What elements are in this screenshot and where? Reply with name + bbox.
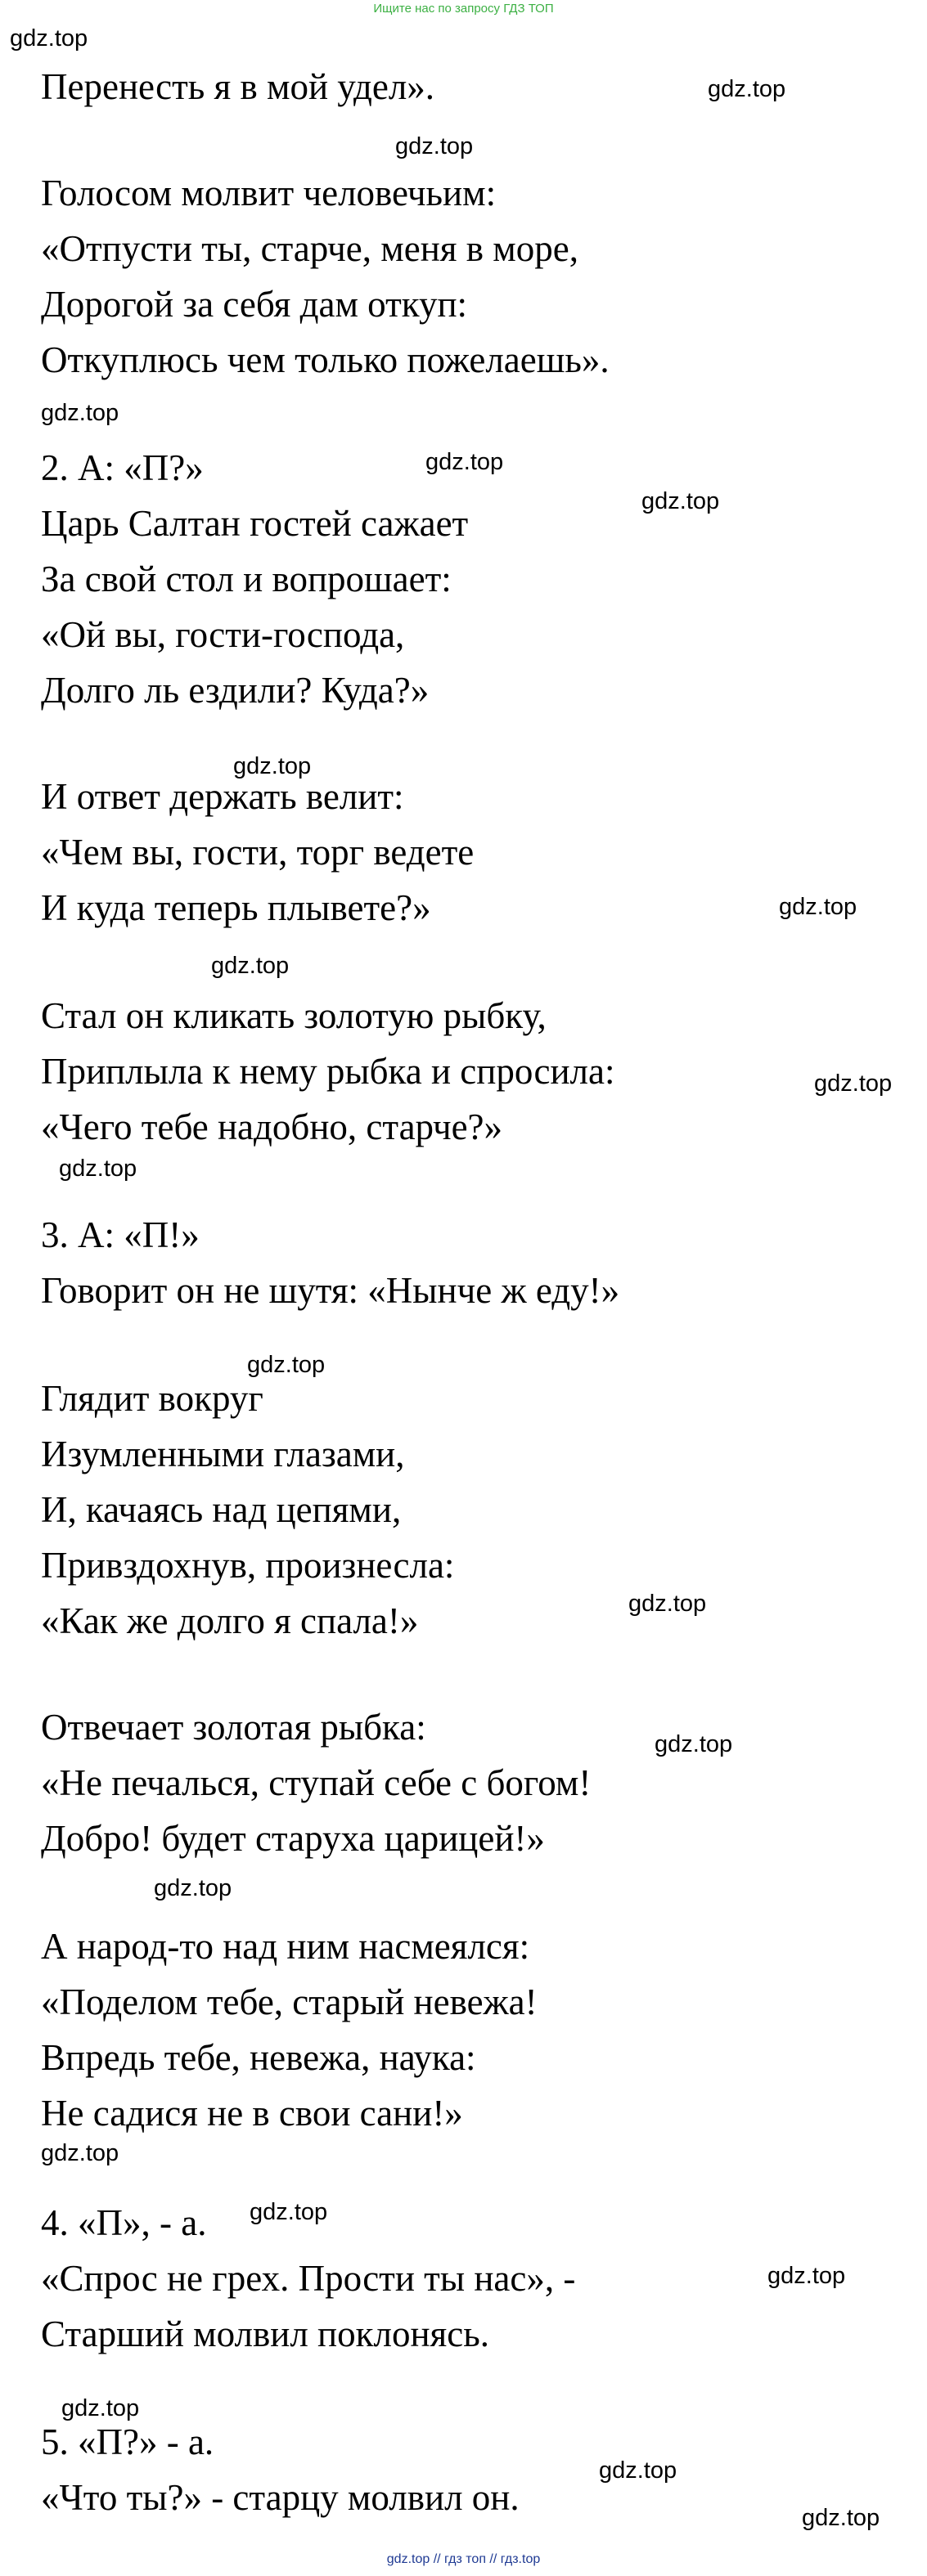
- watermark: gdz.top: [211, 953, 290, 979]
- watermark: gdz.top: [425, 449, 504, 475]
- text-line: И куда теперь плывете?»: [41, 887, 431, 928]
- text-line: Приплыла к нему рыбка и спросила:: [41, 1051, 615, 1092]
- watermark: gdz.top: [814, 1070, 893, 1097]
- footer-watermark: gdz.top // гдз топ // гдз.top: [386, 2552, 541, 2566]
- watermark: gdz.top: [10, 25, 88, 52]
- section-heading: 4. «П», - а.: [41, 2202, 207, 2243]
- text-line: И, качаясь над цепями,: [41, 1489, 402, 1530]
- text-line: «Ой вы, гости-господа,: [41, 614, 405, 655]
- section-heading: 5. «П?» - а.: [41, 2421, 214, 2462]
- watermark: gdz.top: [41, 400, 119, 426]
- text-line: Царь Салтан гостей сажает: [41, 503, 469, 544]
- watermark: gdz.top: [154, 1875, 232, 1901]
- text-line: Впредь тебе, невежа, наука:: [41, 2037, 476, 2078]
- text-line: Старший молвил поклонясь.: [41, 2313, 489, 2354]
- text-line: «Отпусти ты, старче, меня в море,: [41, 228, 578, 269]
- watermark: gdz.top: [41, 2140, 119, 2166]
- text-line: За свой стол и вопрошает:: [41, 559, 452, 599]
- text-line: Не садися не в свои сани!»: [41, 2093, 463, 2134]
- text-line: Откуплюсь чем только пожелаешь».: [41, 339, 610, 380]
- text-line: Дорогой за себя дам откуп:: [41, 284, 468, 325]
- watermark: gdz.top: [599, 2457, 677, 2484]
- section-heading: 3. А: «П!»: [41, 1214, 200, 1255]
- watermark: gdz.top: [779, 894, 857, 920]
- text-line: Перенесть я в мой удел».: [41, 66, 435, 107]
- text-line: «Спрос не грех. Прости ты нас», -: [41, 2258, 576, 2299]
- text-line: Добро! будет старуха царицей!»: [41, 1818, 545, 1859]
- watermark: gdz.top: [641, 488, 720, 514]
- text-line: Стал он кликать золотую рыбку,: [41, 995, 547, 1036]
- section-heading: 2. А: «П?»: [41, 447, 204, 488]
- watermark: gdz.top: [708, 76, 786, 102]
- text-line: Изумленными глазами,: [41, 1434, 405, 1474]
- watermark: gdz.top: [250, 2199, 328, 2225]
- text-line: Привздохнув, произнесла:: [41, 1545, 455, 1586]
- text-line: «Не печалься, ступай себе с богом!: [41, 1762, 592, 1803]
- text-line: Глядит вокруг: [41, 1378, 263, 1419]
- text-line: Говорит он не шутя: «Нынче ж еду!»: [41, 1270, 620, 1311]
- text-line: Голосом молвит человечьим:: [41, 173, 497, 213]
- search-hint-banner[interactable]: Ищите нас по запросу ГДЗ ТОП: [373, 2, 554, 16]
- text-line: «Как же долго я спала!»: [41, 1600, 419, 1641]
- text-line: А народ-то над ним насмеялся:: [41, 1926, 530, 1967]
- watermark: gdz.top: [767, 2263, 846, 2289]
- watermark: gdz.top: [247, 1352, 326, 1378]
- watermark: gdz.top: [628, 1591, 707, 1617]
- text-line: «Чем вы, гости, торг ведете: [41, 832, 475, 873]
- text-line: И ответ держать велит:: [41, 776, 404, 817]
- text-line: «Поделом тебе, старый невежа!: [41, 1981, 538, 2022]
- text-line: Отвечает золотая рыбка:: [41, 1707, 426, 1748]
- text-line: «Что ты?» - старцу молвил он.: [41, 2477, 520, 2518]
- watermark: gdz.top: [802, 2505, 880, 2531]
- text-line: «Чего тебе надобно, старче?»: [41, 1106, 503, 1147]
- watermark: gdz.top: [395, 133, 474, 159]
- watermark: gdz.top: [233, 753, 312, 779]
- text-line: Долго ль ездили? Куда?»: [41, 670, 430, 711]
- watermark: gdz.top: [61, 2395, 140, 2421]
- watermark: gdz.top: [655, 1731, 733, 1757]
- watermark: gdz.top: [59, 1156, 137, 1182]
